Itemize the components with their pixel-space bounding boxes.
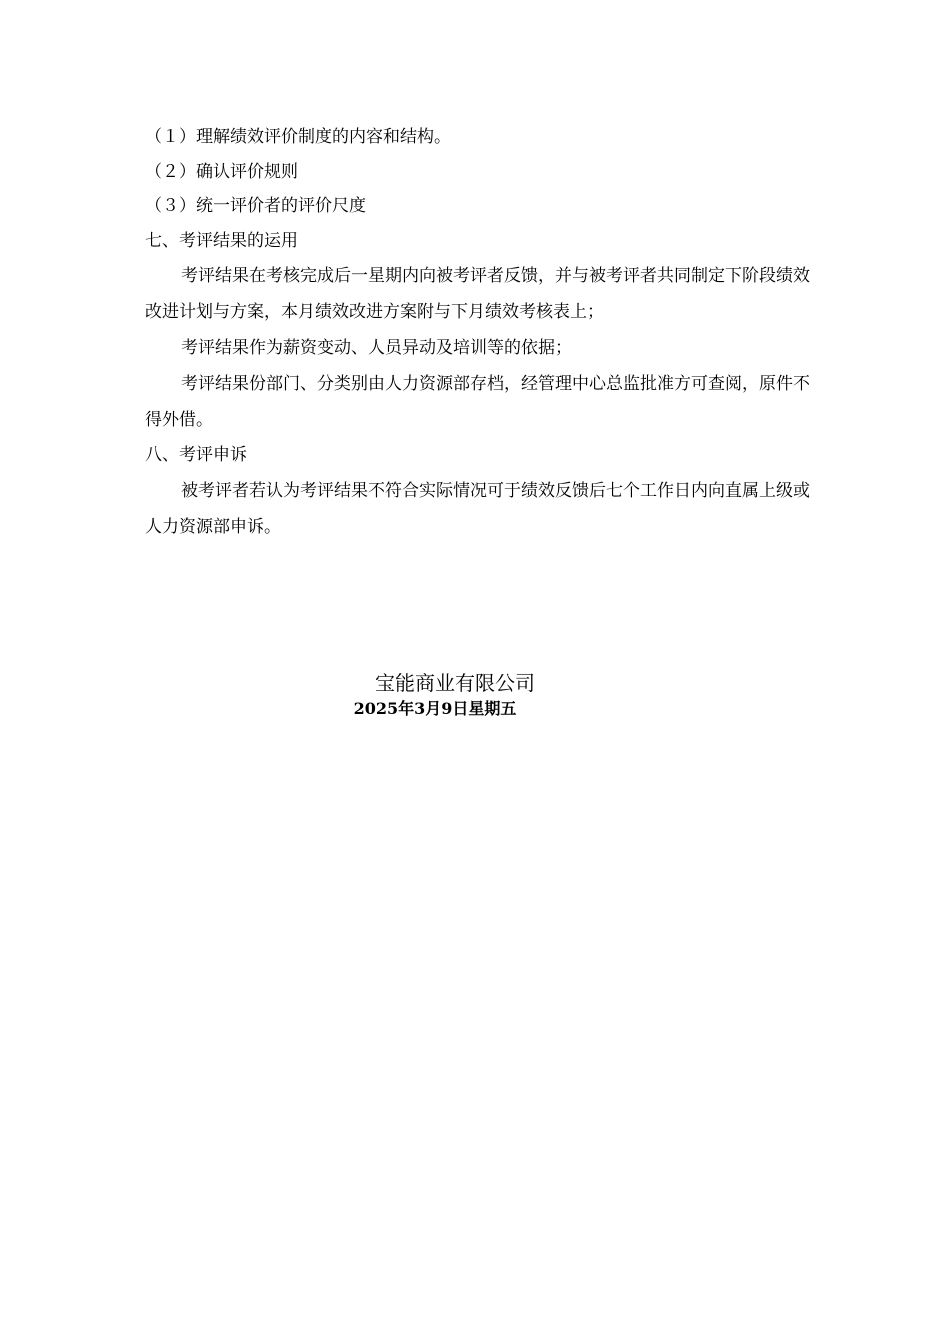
list-item-3: （３）统一评价者的评价尺度 bbox=[145, 196, 366, 216]
section-7-heading: 七、考评结果的运用 bbox=[145, 230, 298, 251]
section-7-paragraph-3: 考评结果份部门、分类别由人力资源部存档，经管理中心总监批准方可查阅，原件不得外借。 bbox=[145, 374, 810, 430]
section-8-heading: 八、考评申诉 bbox=[145, 445, 247, 465]
list-item-2: （２）确认评价规则 bbox=[145, 161, 298, 182]
signature-date: 2025年3月9日星期五 bbox=[353, 699, 517, 718]
section-7-paragraph-2: 考评结果作为薪资变动、人员异动及培训等的依据； bbox=[181, 338, 572, 358]
section-8-paragraph-1: 被考评者若认为考评结果不符合实际情况可于绩效反馈后七个工作日内向直属上级或人力资源部申诉。 bbox=[145, 480, 810, 537]
list-item-1: （１）理解绩效评价制度的内容和结构。 bbox=[145, 127, 451, 147]
signature-block bbox=[0, 668, 910, 720]
document-body bbox=[145, 120, 810, 545]
section-7-paragraph-1: 考评结果在考核完成后一星期内向被考评者反馈，并与被考评者共同制定下阶段绩效改进计划与方案，本月绩效改进方案附与下月绩效考核表上； bbox=[145, 266, 810, 322]
company-name: 宝能商业有限公司 bbox=[375, 671, 535, 695]
